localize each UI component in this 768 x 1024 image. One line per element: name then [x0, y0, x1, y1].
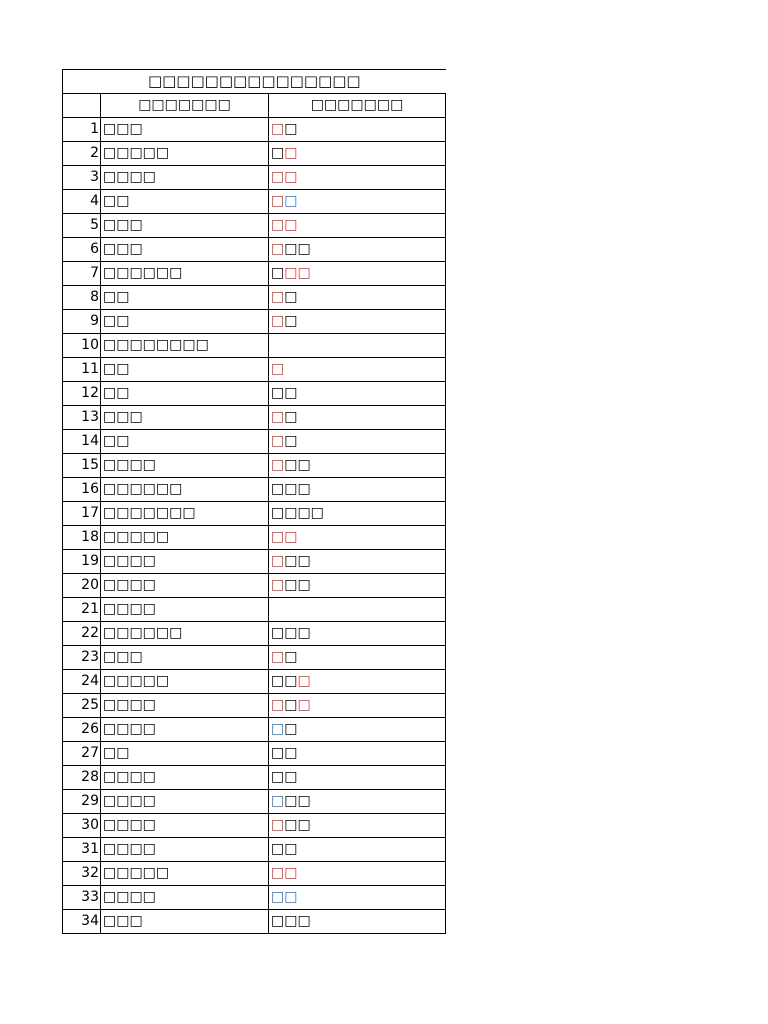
- row-number-cell[interactable]: 22: [63, 622, 101, 646]
- table-row: [63, 238, 446, 262]
- table-row: [63, 166, 446, 190]
- table-row: [63, 646, 446, 670]
- value-cell[interactable]: [269, 118, 446, 142]
- value-text-black: □: [271, 265, 285, 281]
- name-cell[interactable]: □□□□: [101, 790, 269, 814]
- value-cell[interactable]: [269, 142, 446, 166]
- value-text-black: □□: [284, 793, 311, 809]
- table-row: [63, 862, 446, 886]
- value-cell[interactable]: [269, 742, 446, 766]
- value-cell[interactable]: [269, 166, 446, 190]
- table-body: [63, 118, 446, 934]
- name-cell[interactable]: □□: [101, 286, 269, 310]
- value-cell[interactable]: [269, 238, 446, 262]
- table-row: [63, 550, 446, 574]
- row-number-cell[interactable]: 17: [63, 502, 101, 526]
- value-cell[interactable]: [269, 262, 446, 286]
- name-cell[interactable]: □□□: [101, 214, 269, 238]
- row-number-cell[interactable]: 7: [63, 262, 101, 286]
- value-cell[interactable]: [269, 814, 446, 838]
- table-row: [63, 502, 446, 526]
- value-text-blue: □□: [271, 889, 298, 905]
- value-cell[interactable]: [269, 598, 446, 622]
- name-cell[interactable]: □□□: [101, 118, 269, 142]
- name-cell[interactable]: □□: [101, 358, 269, 382]
- value-text-red: □□: [271, 529, 298, 545]
- table-row: [63, 262, 446, 286]
- header-row: [63, 94, 446, 118]
- value-text-black: □: [284, 409, 298, 425]
- row-number-cell[interactable]: 16: [63, 478, 101, 502]
- value-text-red: □: [297, 673, 311, 689]
- value-text-red: □□: [271, 865, 298, 881]
- name-cell[interactable]: □□: [101, 310, 269, 334]
- value-cell[interactable]: [269, 190, 446, 214]
- value-cell[interactable]: [269, 502, 446, 526]
- value-cell[interactable]: [269, 670, 446, 694]
- value-cell[interactable]: [269, 550, 446, 574]
- table-row: [63, 334, 446, 358]
- value-cell[interactable]: [269, 910, 446, 934]
- row-number-cell[interactable]: 21: [63, 598, 101, 622]
- value-cell[interactable]: [269, 310, 446, 334]
- table-row: [63, 478, 446, 502]
- value-cell[interactable]: [269, 694, 446, 718]
- name-cell[interactable]: □□□□: [101, 550, 269, 574]
- value-text-black: □: [284, 313, 298, 329]
- name-cell[interactable]: □□□□: [101, 886, 269, 910]
- table-row: [63, 814, 446, 838]
- value-cell[interactable]: [269, 214, 446, 238]
- name-cell[interactable]: □□□□: [101, 838, 269, 862]
- header-col2[interactable]: □□□□□□□: [269, 94, 446, 118]
- table-row: [63, 406, 446, 430]
- row-number-cell[interactable]: 3: [63, 166, 101, 190]
- name-cell[interactable]: □□□□□: [101, 670, 269, 694]
- name-cell[interactable]: □□□□□: [101, 142, 269, 166]
- value-cell[interactable]: [269, 382, 446, 406]
- value-text-red: □: [271, 457, 285, 473]
- value-text-red: □: [271, 817, 285, 833]
- value-text-red: □: [284, 145, 298, 161]
- row-number-cell[interactable]: 4: [63, 190, 101, 214]
- value-cell[interactable]: [269, 334, 446, 358]
- table-row: [63, 718, 446, 742]
- value-text-black: □□: [271, 769, 298, 785]
- value-text-red: □□: [284, 265, 311, 281]
- value-text-black: □□□: [271, 481, 311, 497]
- row-number-cell[interactable]: 24: [63, 670, 101, 694]
- row-number-cell[interactable]: 20: [63, 574, 101, 598]
- table-row: [63, 310, 446, 334]
- row-number-cell[interactable]: 23: [63, 646, 101, 670]
- value-text-black: □: [284, 289, 298, 305]
- value-text-black: □: [284, 697, 298, 713]
- row-number-cell[interactable]: 32: [63, 862, 101, 886]
- name-cell[interactable]: □□: [101, 190, 269, 214]
- name-cell[interactable]: □□□□: [101, 598, 269, 622]
- name-cell[interactable]: □□□□: [101, 694, 269, 718]
- row-number-cell[interactable]: 13: [63, 406, 101, 430]
- value-text-black: □: [284, 649, 298, 665]
- value-text-black: □□: [284, 241, 311, 257]
- sheet-title[interactable]: □□□□□□□□□□□□□□□: [63, 70, 446, 94]
- value-text-black: □□: [284, 817, 311, 833]
- table-row: [63, 430, 446, 454]
- table-row: [63, 790, 446, 814]
- value-cell[interactable]: [269, 790, 446, 814]
- value-cell[interactable]: [269, 622, 446, 646]
- row-number-cell[interactable]: 11: [63, 358, 101, 382]
- table-row: [63, 670, 446, 694]
- value-text-red: □□: [271, 169, 298, 185]
- table-row: [63, 286, 446, 310]
- table-row: [63, 910, 446, 934]
- value-text-red: □: [271, 409, 285, 425]
- name-cell[interactable]: □□□□□: [101, 862, 269, 886]
- table-row: [63, 526, 446, 550]
- value-cell[interactable]: [269, 886, 446, 910]
- value-text-red: □: [271, 121, 285, 137]
- table-row: [63, 382, 446, 406]
- name-cell[interactable]: □□□□: [101, 454, 269, 478]
- title-row: [63, 70, 446, 94]
- value-cell[interactable]: [269, 718, 446, 742]
- value-cell[interactable]: [269, 406, 446, 430]
- value-cell[interactable]: [269, 766, 446, 790]
- row-number-cell[interactable]: 19: [63, 550, 101, 574]
- name-cell[interactable]: □□□: [101, 406, 269, 430]
- value-cell[interactable]: [269, 454, 446, 478]
- value-text-red: □: [271, 289, 285, 305]
- value-text-black: □□: [271, 745, 298, 761]
- row-number-cell[interactable]: 1: [63, 118, 101, 142]
- row-number-cell[interactable]: 12: [63, 382, 101, 406]
- name-cell[interactable]: □□□□□□: [101, 262, 269, 286]
- table-row: [63, 838, 446, 862]
- value-text-red: □: [271, 697, 285, 713]
- table-row: [63, 118, 446, 142]
- value-cell[interactable]: [269, 574, 446, 598]
- row-number-cell[interactable]: 6: [63, 238, 101, 262]
- value-cell[interactable]: [269, 430, 446, 454]
- value-text-red: □: [271, 649, 285, 665]
- value-text-black: □: [271, 145, 285, 161]
- value-text-red: □: [271, 553, 285, 569]
- value-text-black: □: [284, 121, 298, 137]
- row-number-cell[interactable]: 31: [63, 838, 101, 862]
- value-cell[interactable]: [269, 526, 446, 550]
- row-number-cell[interactable]: 14: [63, 430, 101, 454]
- name-cell[interactable]: □□□□: [101, 766, 269, 790]
- row-number-cell[interactable]: 27: [63, 742, 101, 766]
- name-cell[interactable]: □□□: [101, 910, 269, 934]
- row-number-cell[interactable]: 18: [63, 526, 101, 550]
- name-cell[interactable]: □□□: [101, 646, 269, 670]
- name-cell[interactable]: □□□□□□: [101, 478, 269, 502]
- name-cell[interactable]: □□□□□: [101, 526, 269, 550]
- value-text-black: □□: [271, 673, 298, 689]
- value-cell[interactable]: [269, 862, 446, 886]
- row-number-cell[interactable]: 15: [63, 454, 101, 478]
- name-cell[interactable]: □□□□□□□□: [101, 334, 269, 358]
- value-text-red: □: [271, 361, 285, 377]
- name-cell[interactable]: □□: [101, 430, 269, 454]
- value-text-black: □□: [284, 457, 311, 473]
- table-row: [63, 742, 446, 766]
- value-text-red: □□: [271, 217, 298, 233]
- table-row: [63, 694, 446, 718]
- value-text-blue: □: [284, 193, 298, 209]
- name-cell[interactable]: □□□□□□: [101, 622, 269, 646]
- table-row: [63, 622, 446, 646]
- row-number-cell[interactable]: 26: [63, 718, 101, 742]
- name-cell[interactable]: □□□□: [101, 718, 269, 742]
- value-text-red: □: [297, 697, 311, 713]
- name-cell[interactable]: □□□□□□□: [101, 502, 269, 526]
- row-number-cell[interactable]: 5: [63, 214, 101, 238]
- value-text-black: □□□: [271, 625, 311, 641]
- header-col1[interactable]: □□□□□□□: [101, 94, 269, 118]
- row-number-cell[interactable]: 2: [63, 142, 101, 166]
- table-row: [63, 574, 446, 598]
- table-row: [63, 214, 446, 238]
- row-number-cell[interactable]: 28: [63, 766, 101, 790]
- table-row: [63, 190, 446, 214]
- value-text-red: □: [271, 193, 285, 209]
- row-number-cell[interactable]: 25: [63, 694, 101, 718]
- table-row: [63, 142, 446, 166]
- name-cell[interactable]: □□: [101, 382, 269, 406]
- value-text-red: □: [271, 313, 285, 329]
- table-row: [63, 766, 446, 790]
- value-cell[interactable]: [269, 358, 446, 382]
- value-cell[interactable]: [269, 478, 446, 502]
- header-number[interactable]: [63, 94, 101, 118]
- value-cell[interactable]: [269, 838, 446, 862]
- row-number-cell[interactable]: 34: [63, 910, 101, 934]
- row-number-cell[interactable]: 33: [63, 886, 101, 910]
- name-cell[interactable]: □□: [101, 742, 269, 766]
- name-cell[interactable]: □□□□: [101, 166, 269, 190]
- value-text-black: □□: [284, 553, 311, 569]
- row-number-cell[interactable]: 30: [63, 814, 101, 838]
- value-text-red: □: [271, 577, 285, 593]
- value-text-black: □□□: [271, 913, 311, 929]
- row-number-cell[interactable]: 9: [63, 310, 101, 334]
- row-number-cell[interactable]: 10: [63, 334, 101, 358]
- spreadsheet-table: [62, 69, 446, 934]
- name-cell[interactable]: □□□□: [101, 814, 269, 838]
- value-text-red: □: [271, 241, 285, 257]
- name-cell[interactable]: □□□□: [101, 574, 269, 598]
- value-text-black: □: [284, 433, 298, 449]
- value-text-blue: □: [271, 793, 285, 809]
- table-row: [63, 598, 446, 622]
- value-text-red: □: [271, 433, 285, 449]
- value-text-black: □□: [284, 577, 311, 593]
- value-text-black: □: [284, 721, 298, 737]
- row-number-cell[interactable]: 8: [63, 286, 101, 310]
- value-text-black: □□: [271, 385, 298, 401]
- row-number-cell[interactable]: 29: [63, 790, 101, 814]
- value-cell[interactable]: [269, 286, 446, 310]
- value-cell[interactable]: [269, 646, 446, 670]
- value-text-blue: □: [271, 721, 285, 737]
- name-cell[interactable]: □□□: [101, 238, 269, 262]
- value-text-black: □□□□: [271, 505, 324, 521]
- value-text-black: □□: [271, 841, 298, 857]
- table-row: [63, 454, 446, 478]
- table-row: [63, 886, 446, 910]
- table-row: [63, 358, 446, 382]
